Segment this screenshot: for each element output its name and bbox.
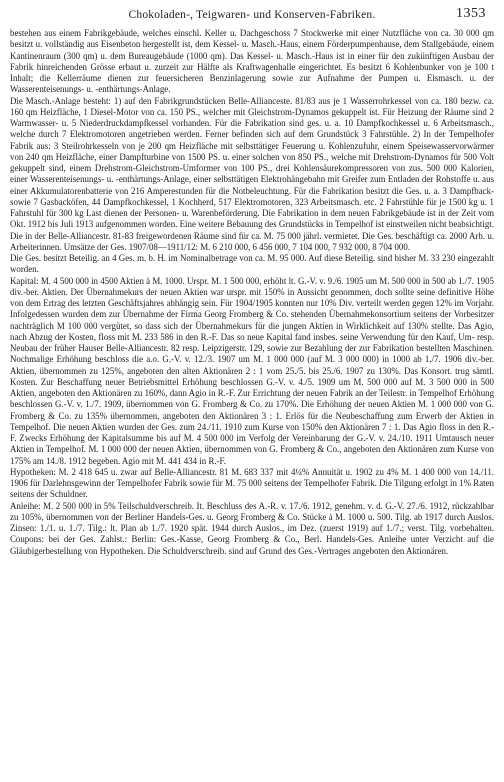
paragraph-participations: Die Ges. besitzt Beteilig. an 4 Ges. m. b. H. im Nominalbetrage von ca. M. 95 000. Auf diese Beteilig. sind bisher M. 33 230 eingezahlt worden. (10, 253, 494, 275)
paragraph-loan: Anleihe: M. 2 500 000 in 5% Teilschuldverschreib. It. Beschluss des A.-R. v. 17./6. 1912, genehm. v. d. G.-V. 27./6. 1912, rückzahlbar zu 105%, übernommen von der Berliner Handels-Ges. u. Georg Fromberg & Co. Stücke à M. 1000 u. 500. Tilg. ab 1917 durch Auslos. Zinsen: 1./1. u. 1./7. Tilg.: lt. Plan ab 1./7. 1920 spät. 1944 durch Auslos., im Dez. (zuerst 1919) auf 1./7.; verst. Tilg. vorbehalten. Coupons: bei der Ges. Zahlst.: Berlin: Ges.-Kasse, Georg Fromberg & Co., Berl. Handels-Ges. Anleihe unter Verzicht auf die Gläubigerbestellung von Hypotheken. Die Schuldverschreib. sind auf Grund des Ges.-Vertrages angeboten den Aktionären. (10, 500, 494, 556)
paragraph-buildings: bestehen aus einem Fabrikgebäude, welches einschl. Keller u. Dachgeschoss 7 Stockwerke mit einer Nutzfläche von ca. 30 000 qm besitzt u. vollständig aus Eisenbeton hergestellt ist, dem Kessel- u. Masch.-Haus, einem Förderpumpenhause, dem Stallgebäude, einem Kantinenraum (300 qm) u. dem Bureaugebäude (1000 qm). Das Kessel- u. Masch.-Haus ist in einer für den zukünftigen Ausbau der Fabrik hinreichenden Grösse erbaut u. zurzeit zur Hälfte als Kraftwagenhalle eingerichtet. Es besitzt 6 Kohlenbunker von je 100 t Inhalt; die Kellerräume dienen zur feuersicheren Benzinlagerung sowie zur Aufnahme der Pumpen u. Eismasch. u. der Wasserenteisenungs- u. -enthärtungs-Anlage. (10, 28, 494, 95)
paragraph-machinery: Die Masch.-Anlage besteht: 1) auf den Fabrikgrundstücken Belle-Allianceste. 81/83 aus je 1 Wasserrohrkessel von ca. 180 bezw. ca. 160 qm Heizfläche, 1 Diesel-Motor von ca. 150 PS., welcher mit Gleichstrom-Dynamos gekuppelt ist. Für Heizung der Räume sind 2 Warmwasser- u. 5 Niederdruckdampfkessel vorhanden. Für die Fabrikation sind ges. u. a. 10 Dampfkochkessel u. 6 Arbeitsmasch., welche durch 7 Elektromotoren angetrieben werden. Ferner befinden sich auf dem Grundstück 3 Fahrstühle. 2) In der Tempelhofer Fabrik aus: 3 Steilrohrkesseln von je 200 qm Heizfläche mit selbsttätiger Feuerung u. Kohlenzufuhr, einem Speisewasservorwärmer von 240 qm Heizfläche, einer Dampfturbine von 1500 PS. u. einer solchen von 850 PS., welche mit Drehstrom-Dynamos für 500 Volt gekuppelt sind, einem Drehstrom-Gleichstrom-Umformer von 100 PS., drei Kohlensäurekompressoren von zus. 500 000 Kalorien, einer Wasserenteisenungs- u. -enthärtungs-Anlage, einer selbsttätigen Elektrohängebahn mit Greifer zum Entladen der Rohstoffe u. aus einer Akkumulatorenbatterie von 216 Amperestunden für die Notbeleuchtung. Für die Fabrikation besitzt die Ges. u. a. 3 Dampfback- sowie 7 Gasbacköfen, 44 Dampfkochkessel, 1 Kochherd, 517 Elektromotoren, 323 Arbeitsmasch. etc. 2 Fahrstühle für je 1500 kg u. 1 Fahrstuhl für 300 kg Last dienen der Personen- u. Warenbeförderung. Die Fabrikation in dem neuen Fabrikgebäude ist in der Zeit vom Okt. 1912 bis Juli 1913 aufgenommen worden. Eine weitere Bebauung des Grundstücks in Tempelhof ist einstweilen nicht beabsichtigt. Die in der Belle-Alliancestr. 81-83 freigewordenen Räume sind für ca. M. 75 000 jährl. vermietet. Die Ges. beschäftigt ca. 2000 Arb. u. Arbeiterinnen. Umsätze der Ges. 1907/08—1911/12: M. 6 210 000, 6 456 000, 7 104 000, 7 932 000, 8 704 000. (10, 95, 494, 252)
body-text (10, 28, 494, 557)
running-head-title: Chokoladen-, Teigwaren- und Konserven-Fabriken. (128, 9, 376, 21)
paragraph-capital: Kapital: M. 4 500 000 in 4500 Aktien à M. 1000. Urspr. M. 1 500 000, erhöht lt. G.-V. v. 9./6. 1905 um M. 500 000 in 500 ab 1./7. 1905 div.-ber. Aktien. Der Übernahmekurs der neuen Aktien war urspr. mit 150% in Aussicht genommen, doch sollte seine definitive Höhe von dem Ertrag des letzten Geschäftsjahres abhängig sein. Für 1904/1905 konnten nur 10% Div. verteilt werden gegen 12% im Vorjahr. Infolgedessen wurden dem zur Übernahme der Firma Georg Fromberg & Co. stehenden Übernahmekonsortium seitens der Vorbesitzer nachträglich M 100 000 vergütet, so dass sich der Übernahmekurs für die jungen Aktien in Wirklichkeit auf 130% stellte. Das Agio, nach Abzug der Kosten, floss mit M. 233 586 in den R.-F. Das so neue Kapital fand insbes. seine Verwendung für den Kauf, Um- resp. Neubau der früher Hauser Belle-Alliancestr. 82 resp. Leipzigerstr. 129, sowie zur Bezahlung der zur Fabrikation bestellten Maschinen. Nochmalige Erhöhung beschloss die a.o. G.-V. v. 12./3. 1907 um M. 1 000 000 (auf M. 3 000 000) in 1000 ab 1./7. 1906 div.-ber. Aktien, übernommen zu 125%, angeboten den alten Aktionären 2 : 1 vom 25./5. bis 25./6. 1907 zu 130%. Das Konsort. trug sämtl. Kosten. Zur Beschaffung neuer Betriebsmittel Erhöhung beschlossen G.-V. v. 4./5. 1909 um M. 500 000 auf M. 3 500 000 in 500 Aktien, angeboten den Aktionären zu 160%, dann Agio in R.-F. Zur Errichtung der neuen Fabrik an der Teilestr. in Tempelhof Erhöhung beschlossen G.-V. v. 1./7. 1909, übernommen von G. Fromberg & Co. zu 170%. Die Erhöhung der neuen Aktien M. 1 000 000 von G. Fromberg & Co. zu 135% übernommen, angeboten den Aktionären 3 : 1. Erlös für die Neubeschaffung zum Erwerb der Aktien in Tempelhof. Die neuen Aktien wurden der Ges. zum 24./11. 1910 zum Kurse von 150% den Aktionären 7 : 1. Das Agio floss in den R.-F. Zwecks Erhöhung der Kapitalsumme bis auf M. 4 500 000 im Verfolg der Vereinbarung der G.-V. v. 24./10. 1911 Umtausch neuer Aktien in Tempelhof. M. 1 000 000 der neuen Aktien, übernommen von G. Fromberg & Co., angeboten den Aktionären zum Kurse von 175% am 14./8. 1912 begeben. Agio mit M. 441 434 in R.-F. (10, 275, 495, 466)
paragraph-mortgages: Hypotheken: M. 2 418 645 u. zwar auf Belle-Alliancestr. 81 M. 683 337 mit 4¼% Annuität u. 1902 zu 4% M. 1 400 000 von 14./11. 1906 für Darlehnsgewinn der Tempelhofer Fabrik sowie für M. 75 000 seitens der Tempelhofer Fabrik. Die Tilgung erfolgt in 1% Raten seitens der Schuldner. (10, 466, 494, 500)
page-header (10, 6, 494, 26)
page-number: 1353 (456, 6, 486, 21)
